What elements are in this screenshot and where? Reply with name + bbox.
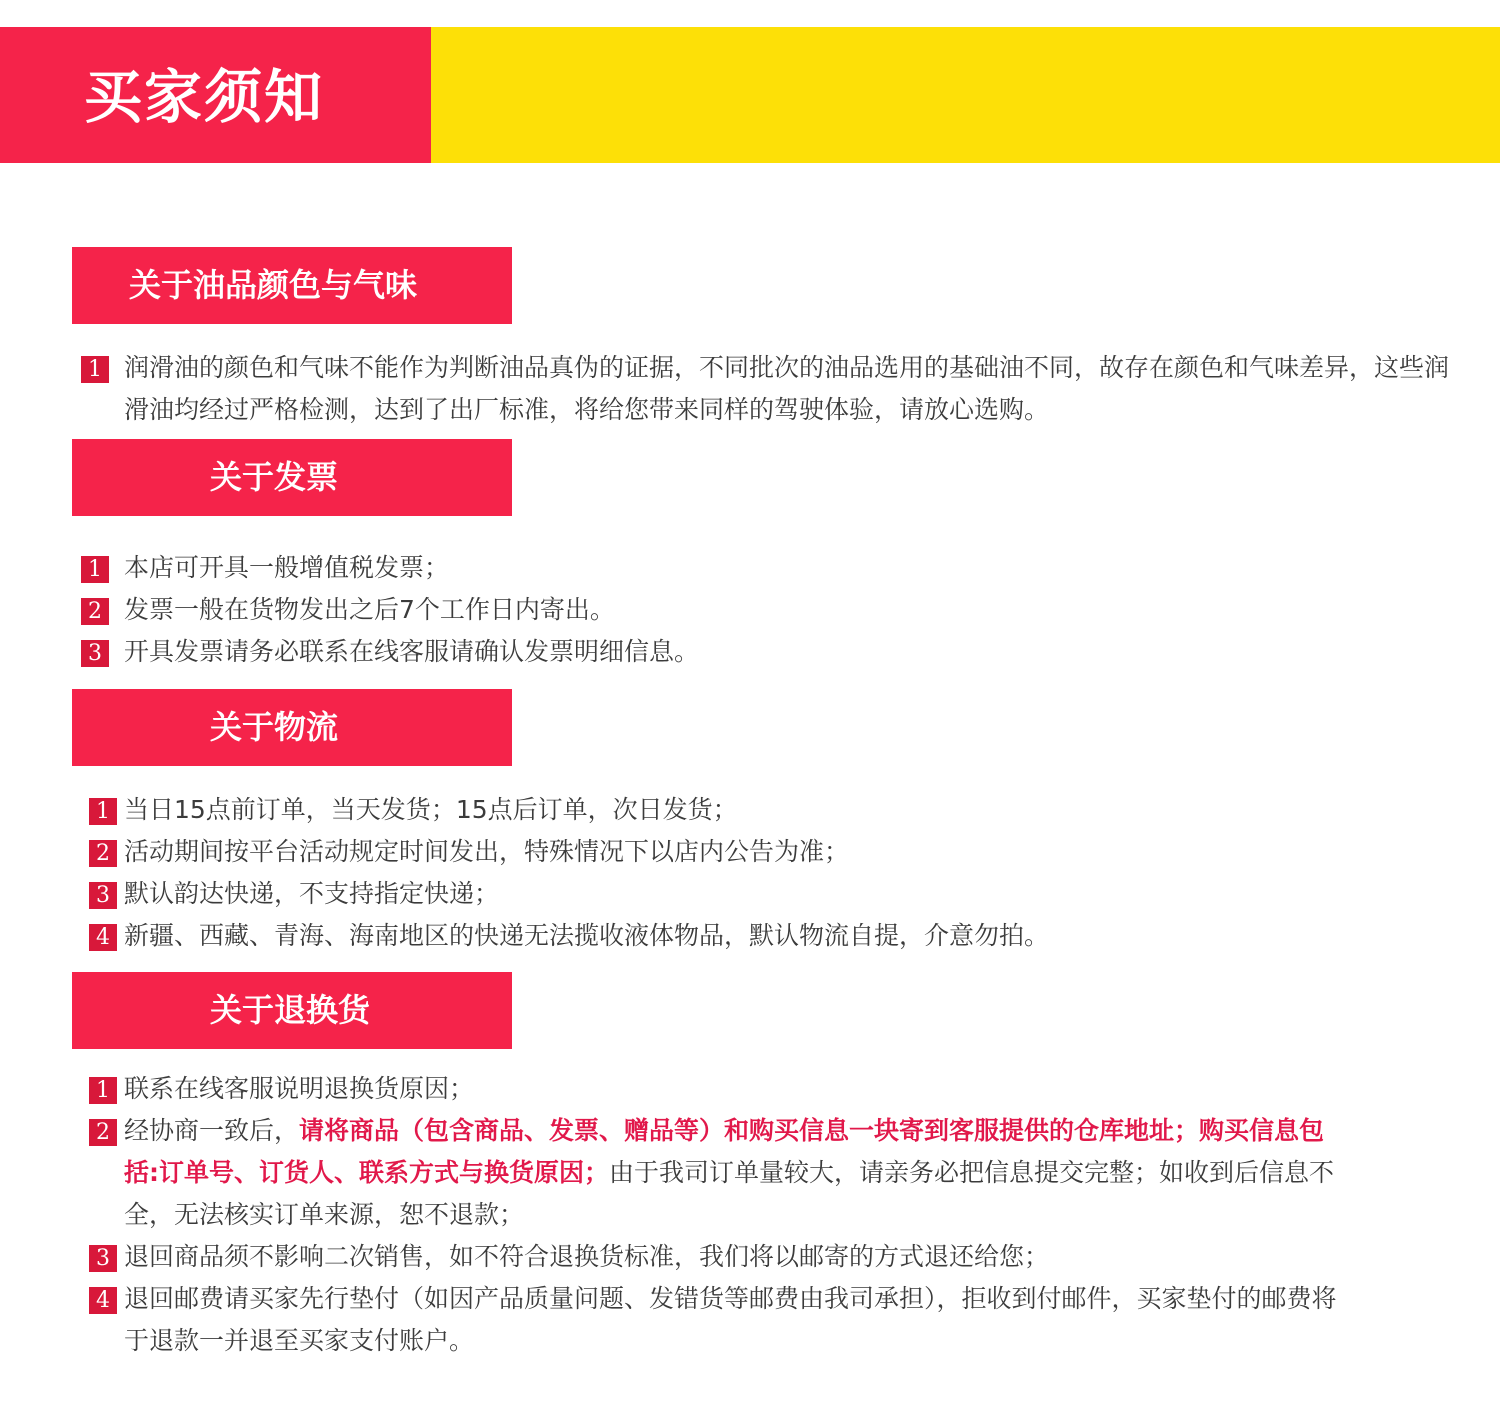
list-item: [81, 547, 1451, 589]
item-text-after: 由于我司订单量较大，请亲务必把信息提交完整；如收到后信息不全，无法核实订单来源，恕不退款；: [124, 1158, 1335, 1229]
item-number-badge: 2: [81, 598, 109, 625]
item-text-highlight: 请将商品（包含商品、发票、赠品等）和购买信息一块寄到客服提供的仓库地址；购买信息包括:订单号、订货人、联系方式与换货原因；: [124, 1116, 1325, 1187]
item-text: 当日15点前订单，当天发货；15点后订单，次日发货；: [124, 795, 738, 824]
item-text: 发票一般在货物发出之后7个工作日内寄出。: [124, 595, 615, 624]
list-item: [89, 1110, 1349, 1236]
item-number-badge: 1: [81, 356, 109, 383]
item-number-badge: 1: [89, 798, 117, 825]
item-text: 退回邮费请买家先行垫付（如因产品质量问题、发错货等邮费由我司承担），拒收到付邮件，买家垫付的邮费将于退款一并退至买家支付账户。: [124, 1284, 1337, 1355]
item-number-badge: 1: [81, 556, 109, 583]
item-number-badge: 2: [89, 840, 117, 867]
section-heading-returns: 关于退换货: [72, 972, 512, 1049]
item-number-badge: 3: [89, 1245, 117, 1272]
section-heading-invoice: 关于发票: [72, 439, 512, 516]
list-item: [81, 631, 1451, 673]
item-number-badge: 4: [89, 924, 117, 951]
list-item: [89, 831, 1459, 873]
item-number-badge: 2: [89, 1119, 117, 1146]
list-item: [89, 915, 1459, 957]
list-item: [89, 1236, 1459, 1278]
item-number-badge: 3: [81, 640, 109, 667]
item-text: 退回商品须不影响二次销售，如不符合退换货标准，我们将以邮寄的方式退还给您；: [124, 1242, 1050, 1271]
item-text: 默认韵达快递，不支持指定快递；: [124, 879, 500, 908]
top-banner: [0, 27, 1500, 163]
item-number-badge: 3: [89, 882, 117, 909]
item-text: 活动期间按平台活动规定时间发出，特殊情况下以店内公告为准；: [124, 837, 850, 866]
list-item: [89, 873, 1459, 915]
item-text: 本店可开具一般增值税发票；: [124, 553, 450, 582]
item-text-before: 经协商一致后，: [124, 1116, 300, 1145]
list-item: [89, 1068, 1459, 1110]
section-heading-logistics: 关于物流: [72, 689, 512, 766]
item-text: 开具发票请务必联系在线客服请确认发票明细信息。: [124, 637, 700, 666]
item-text: [124, 1110, 1349, 1236]
item-text: 新疆、西藏、青海、海南地区的快递无法揽收液体物品，默认物流自提，介意勿拍。: [124, 921, 1050, 950]
item-number-badge: 4: [89, 1287, 117, 1314]
item-text: 润滑油的颜色和气味不能作为判断油品真伪的证据，不同批次的油品选用的基础油不同，故存在颜色和气味差异，这些润滑油均经过严格检测，达到了出厂标准，将给您带来同样的驾驶体验，请放心选购。: [124, 353, 1450, 424]
list-item: [89, 789, 1459, 831]
list-item: [81, 347, 1451, 431]
item-number-badge: 1: [89, 1077, 117, 1104]
list-item: [81, 589, 1451, 631]
section-heading-oil-color: 关于油品颜色与气味: [72, 247, 512, 324]
banner-title: 买家须知: [84, 63, 325, 131]
list-item: [89, 1278, 1349, 1362]
item-text: 联系在线客服说明退换货原因；: [124, 1074, 475, 1103]
banner-yellow-block: [431, 27, 1500, 163]
